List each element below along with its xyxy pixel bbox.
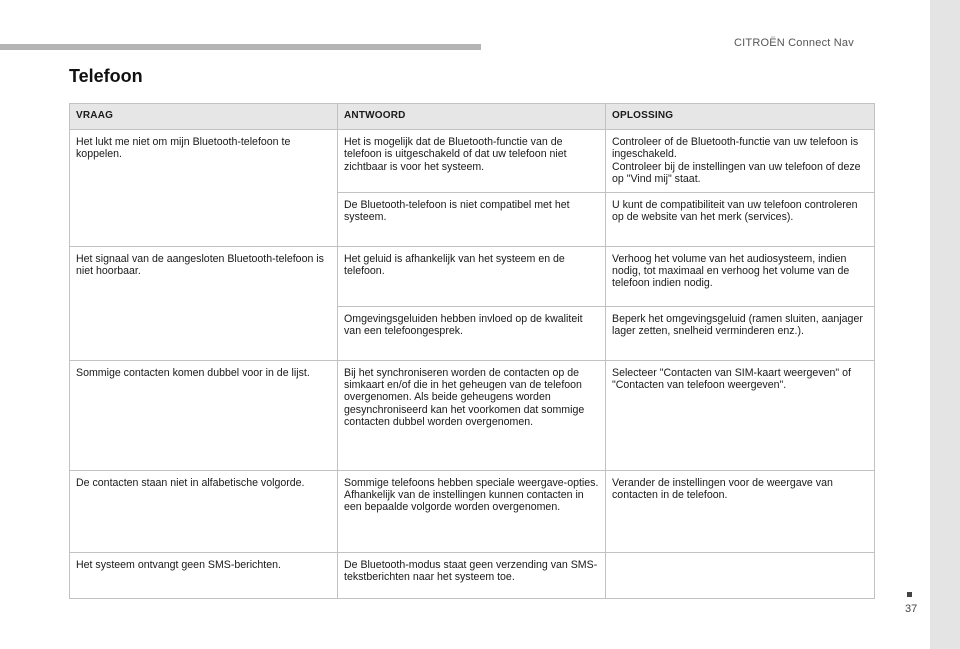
question-cell: Sommige contacten komen dubbel voor in de lijst. [70, 360, 338, 470]
solution-cell: Verhoog het volume van het audiosysteem, indien nodig, tot maximaal en verhoog het volume van de telefoon indien nodig. [606, 246, 875, 306]
solution-cell: Controleer of de Bluetooth-functie van uw telefoon is ingeschakeld. Controleer bij de instellingen van uw telefoon of deze op "Vind mij" staat. [606, 130, 875, 193]
question-cell: Het systeem ontvangt geen SMS-berichten. [70, 552, 338, 598]
solution-cell: Selecteer "Contacten van SIM-kaart weergeven" of "Contacten van telefoon weergeven". [606, 360, 875, 470]
answer-cell: Sommige telefoons hebben speciale weergave-opties. Afhankelijk van de instellingen kunnen contacten in een bepaalde volgorde worden overgenomen. [338, 470, 606, 552]
table-row [70, 130, 875, 193]
header-rule [0, 44, 481, 50]
column-header-question: VRAAG [70, 104, 338, 130]
table-row [70, 552, 875, 598]
answer-cell: Het geluid is afhankelijk van het systeem en de telefoon. [338, 246, 606, 306]
page-title: Telefoon [69, 66, 143, 86]
page-number: 37 [905, 603, 918, 615]
solution-cell: U kunt de compatibiliteit van uw telefoon controleren op de website van het merk (services). [606, 192, 875, 246]
troubleshooting-table [69, 103, 875, 599]
answer-cell: De Bluetooth-modus staat geen verzending van SMS-tekstberichten naar het systeem toe. [338, 552, 606, 598]
solution-cell: Beperk het omgevingsgeluid (ramen sluiten, aanjager lager zetten, snelheid verminderen enz.). [606, 306, 875, 360]
page-edge-band [930, 0, 960, 649]
column-header-answer: ANTWOORD [338, 104, 606, 130]
table-row [70, 246, 875, 306]
answer-cell: Bij het synchroniseren worden de contacten op de simkaart en/of die in het geheugen van de telefoon overgenomen. Als beide geheugens worden gesynchroniseerd kan het voorkomen dat sommige contacten dubbel worden overgenomen. [338, 360, 606, 470]
page-marker-dot [907, 592, 912, 597]
table-row [70, 470, 875, 552]
table-header-row [70, 104, 875, 130]
brand-label: CITROËN Connect Nav [734, 37, 854, 49]
answer-cell: De Bluetooth-telefoon is niet compatibel met het systeem. [338, 192, 606, 246]
answer-cell: Omgevingsgeluiden hebben invloed op de kwaliteit van een telefoongesprek. [338, 306, 606, 360]
question-cell: Het signaal van de aangesloten Bluetooth-telefoon is niet hoorbaar. [70, 246, 338, 360]
solution-cell [606, 552, 875, 598]
answer-cell: Het is mogelijk dat de Bluetooth-functie van de telefoon is uitgeschakeld of dat uw telefoon niet zichtbaar is voor het systeem. [338, 130, 606, 193]
table-row [70, 360, 875, 470]
question-cell: De contacten staan niet in alfabetische volgorde. [70, 470, 338, 552]
column-header-solution: OPLOSSING [606, 104, 875, 130]
question-cell: Het lukt me niet om mijn Bluetooth-telefoon te koppelen. [70, 130, 338, 247]
solution-cell: Verander de instellingen voor de weergave van contacten in de telefoon. [606, 470, 875, 552]
